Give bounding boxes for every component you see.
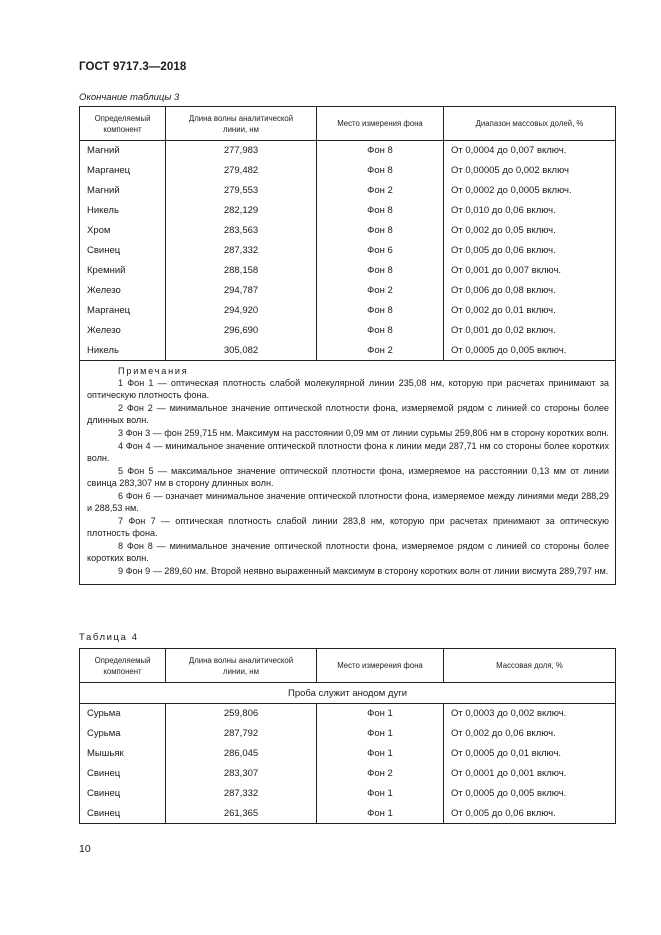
note-item: 7 Фон 7 — оптическая плотность слабой линии 283,8 нм, которую при расчетах принимают за оптическую плотность фона. (87, 516, 609, 538)
note-item: 3 Фон 3 — фон 259,715 нм. Максимум на расстоянии 0,09 мм от линии сурьмы 259,806 нм в сторону коротких волн. (118, 428, 609, 438)
background-cell: Фон 1 (317, 704, 444, 724)
background-cell: Фон 8 (317, 261, 444, 281)
table-row (80, 724, 616, 744)
fraction-cell: От 0,002 до 0,06 включ. (444, 724, 616, 744)
notes-heading: Примечания (118, 366, 189, 376)
table3-col-component: Определяемый компонент (80, 107, 166, 141)
table-row (80, 341, 616, 361)
table-row (80, 321, 616, 341)
table3-notes (80, 361, 616, 585)
fraction-cell: От 0,0005 до 0,005 включ. (444, 784, 616, 804)
wavelength-cell: 282,129 (166, 201, 317, 221)
document-id: ГОСТ 9717.3—2018 (79, 61, 187, 73)
component-cell: Мышьяк (80, 744, 166, 764)
component-cell: Марганец (80, 161, 166, 181)
page-number: 10 (79, 843, 91, 855)
wavelength-cell: 277,983 (166, 141, 317, 161)
table4-col-component: Определяемый компонент (80, 649, 166, 683)
table3-caption: Окончание таблицы 3 (79, 92, 180, 103)
table3-col-wavelength: Длина волны аналитической линии, нм (166, 107, 317, 141)
wavelength-cell: 294,920 (166, 301, 317, 321)
range-cell: От 0,005 до 0,06 включ. (444, 241, 616, 261)
table-row (80, 301, 616, 321)
note-item: 8 Фон 8 — минимальное значение оптической плотности фона, измеряемое рядом с линией со стороны более коротких волн. (87, 541, 609, 563)
background-cell: Фон 6 (317, 241, 444, 261)
note-item: 9 Фон 9 — 289,60 нм. Второй неявно выраженный максимум в сторону коротких волн от линии висмута 289,797 нм. (118, 566, 609, 576)
note-item: 4 Фон 4 — минимальное значение оптической плотности фона к линии меди 287,71 нм со стороны более коротких волн. (87, 441, 609, 463)
wavelength-cell: 259,806 (166, 704, 317, 724)
background-cell: Фон 8 (317, 141, 444, 161)
background-cell: Фон 2 (317, 764, 444, 784)
fraction-cell: От 0,0003 до 0,002 включ. (444, 704, 616, 724)
range-cell: От 0,0005 до 0,005 включ. (444, 341, 616, 361)
wavelength-cell: 279,482 (166, 161, 317, 181)
table-row (80, 764, 616, 784)
component-cell: Кремний (80, 261, 166, 281)
background-cell: Фон 2 (317, 181, 444, 201)
fraction-cell: От 0,0005 до 0,01 включ. (444, 744, 616, 764)
table-row (80, 261, 616, 281)
table-row (80, 241, 616, 261)
wavelength-cell: 296,690 (166, 321, 317, 341)
wavelength-cell: 294,787 (166, 281, 317, 301)
range-cell: От 0,001 до 0,007 включ. (444, 261, 616, 281)
wavelength-cell: 305,082 (166, 341, 317, 361)
component-cell: Свинец (80, 241, 166, 261)
note-item: 2 Фон 2 — минимальное значение оптической плотности фона, измеряемой рядом с линией со стороны более длинных волн. (87, 403, 609, 425)
background-cell: Фон 1 (317, 724, 444, 744)
wavelength-cell: 261,365 (166, 804, 317, 824)
table4-col-wavelength: Длина волны аналитической линии, нм (166, 649, 317, 683)
background-cell: Фон 1 (317, 804, 444, 824)
table-row (80, 804, 616, 824)
wavelength-cell: 283,307 (166, 764, 317, 784)
table-3 (79, 106, 616, 585)
table3-header-row (80, 107, 616, 141)
note-item: 5 Фон 5 — максимальное значение оптической плотности фона, измеряемое на расстоянии 0,13 мм от линии свинца 283,307 нм в сторону длинных волн. (87, 466, 609, 488)
component-cell: Никель (80, 341, 166, 361)
wavelength-cell: 288,158 (166, 261, 317, 281)
background-cell: Фон 1 (317, 744, 444, 764)
table-row (80, 201, 616, 221)
component-cell: Сурьма (80, 724, 166, 744)
note-item: 1 Фон 1 — оптическая плотность слабой молекулярной линии 235,08 нм, которую при расчетах принимают за оптическую плотность фона. (87, 378, 609, 400)
component-cell: Свинец (80, 764, 166, 784)
range-cell: От 0,0002 до 0,0005 включ. (444, 181, 616, 201)
background-cell: Фон 8 (317, 301, 444, 321)
table-row (80, 784, 616, 804)
range-cell: От 0,001 до 0,02 включ. (444, 321, 616, 341)
table-row (80, 161, 616, 181)
wavelength-cell: 287,792 (166, 724, 317, 744)
table-row (80, 221, 616, 241)
table-row (80, 281, 616, 301)
component-cell: Железо (80, 281, 166, 301)
component-cell: Марганец (80, 301, 166, 321)
range-cell: От 0,0004 до 0,007 включ. (444, 141, 616, 161)
table3-col-range: Диапазон массовых долей, % (444, 107, 616, 141)
component-cell: Магний (80, 181, 166, 201)
background-cell: Фон 1 (317, 784, 444, 804)
component-cell: Свинец (80, 804, 166, 824)
table4-header-row (80, 649, 616, 683)
table-row (80, 181, 616, 201)
background-cell: Фон 8 (317, 221, 444, 241)
table-row (80, 704, 616, 724)
range-cell: От 0,00005 до 0,002 включ (444, 161, 616, 181)
range-cell: От 0,002 до 0,01 включ. (444, 301, 616, 321)
range-cell: От 0,002 до 0,05 включ. (444, 221, 616, 241)
component-cell: Железо (80, 321, 166, 341)
component-cell: Свинец (80, 784, 166, 804)
table4-col-fraction: Массовая доля, % (444, 649, 616, 683)
table4-section-label: Проба служит анодом дуги (80, 683, 616, 704)
wavelength-cell: 283,563 (166, 221, 317, 241)
component-cell: Никель (80, 201, 166, 221)
wavelength-cell: 287,332 (166, 784, 317, 804)
background-cell: Фон 8 (317, 161, 444, 181)
table4-caption: Таблица 4 (79, 632, 139, 643)
fraction-cell: От 0,0001 до 0,001 включ. (444, 764, 616, 784)
table3-col-background: Место измерения фона (317, 107, 444, 141)
background-cell: Фон 8 (317, 201, 444, 221)
table-row (80, 141, 616, 161)
component-cell: Сурьма (80, 704, 166, 724)
wavelength-cell: 279,553 (166, 181, 317, 201)
table-row (80, 744, 616, 764)
table4-section-row (80, 683, 616, 704)
table-4 (79, 648, 616, 824)
note-item: 6 Фон 6 — означает минимальное значение оптической плотности фона, измеряемое между линиями меди 288,29 и 288,53 нм. (87, 491, 609, 513)
range-cell: От 0,010 до 0,06 включ. (444, 201, 616, 221)
table3-notes-row (80, 361, 616, 585)
component-cell: Магний (80, 141, 166, 161)
background-cell: Фон 2 (317, 341, 444, 361)
range-cell: От 0,006 до 0,08 включ. (444, 281, 616, 301)
wavelength-cell: 287,332 (166, 241, 317, 261)
background-cell: Фон 8 (317, 321, 444, 341)
wavelength-cell: 286,045 (166, 744, 317, 764)
fraction-cell: От 0,005 до 0,06 включ. (444, 804, 616, 824)
background-cell: Фон 2 (317, 281, 444, 301)
table4-col-background: Место измерения фона (317, 649, 444, 683)
component-cell: Хром (80, 221, 166, 241)
